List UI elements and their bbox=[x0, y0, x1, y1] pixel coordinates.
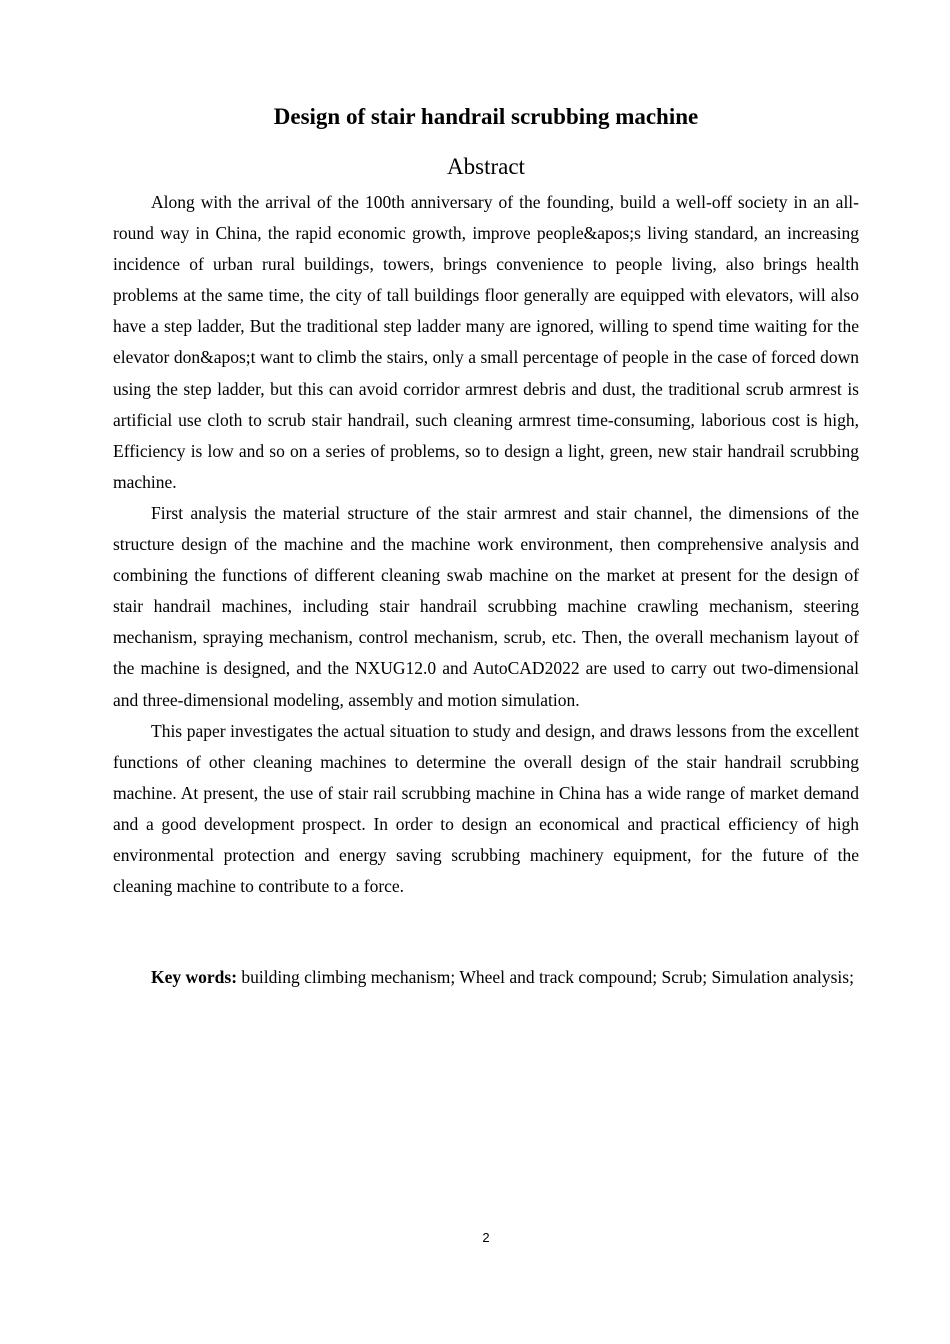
abstract-paragraph-3: This paper investigates the actual situation to study and design, and draws lessons from the excellent functions of other cleaning machines to determine the overall design of the stair handrail scrubbing machine. At present, the use of stair rail scrubbing machine in China has a wide range of market demand and a good development prospect. In order to design an economical and practical efficiency of high environmental protection and energy saving scrubbing machinery equipment, for the future of the cleaning machine to contribute to a force. bbox=[113, 720, 859, 897]
document-title: Design of stair handrail scrubbing machine bbox=[273, 104, 699, 129]
keywords-text: building climbing mechanism; Wheel and track compound; Scrub; Simulation analysis; bbox=[237, 967, 854, 987]
abstract-paragraph-1: Along with the arrival of the 100th anniversary of the founding, build a well-off society in an all-round way in China, the rapid economic growth, improve people&apos;s living standard, an increasing incidence of urban rural buildings, towers, brings convenience to people living, also brings health problems at the same time, the city of tall buildings floor generally are equipped with elevators, will also have a step ladder, But the traditional step ladder many are ignored, willing to spend time waiting for the elevator don&apos;t want to climb the stairs, only a small percentage of people in the case of forced down using the step ladder, but this can avoid corridor armrest debris and dust, the traditional scrub armrest is artificial use cloth to scrub stair handrail, such cleaning armrest time-consuming, laborious cost is high, Efficiency is low and so on a series of problems, so to design a light, green, new stair handrail scrubbing machine. bbox=[113, 192, 859, 492]
abstract-paragraph-2: First analysis the material structure of the stair armrest and stair channel, the dimensions of the structure design of the machine and the machine work environment, then comprehensive analysis and combining the functions of different cleaning swab machine on the market at present for the design of stair handrail machines, including stair handrail scrubbing machine crawling mechanism, steering mechanism, spraying mechanism, control mechanism, scrub, etc. Then, the overall mechanism layout of the machine is designed, and the NXUG12.0 and AutoCAD2022 are used to carry out two-dimensional and three-dimensional modeling, assembly and motion simulation. bbox=[113, 502, 859, 710]
abstract-body bbox=[113, 187, 859, 902]
keywords-label: Key words: bbox=[151, 967, 238, 987]
keywords bbox=[113, 962, 859, 993]
abstract-heading: Abstract bbox=[447, 154, 525, 179]
page-number: 2 bbox=[482, 1230, 490, 1245]
